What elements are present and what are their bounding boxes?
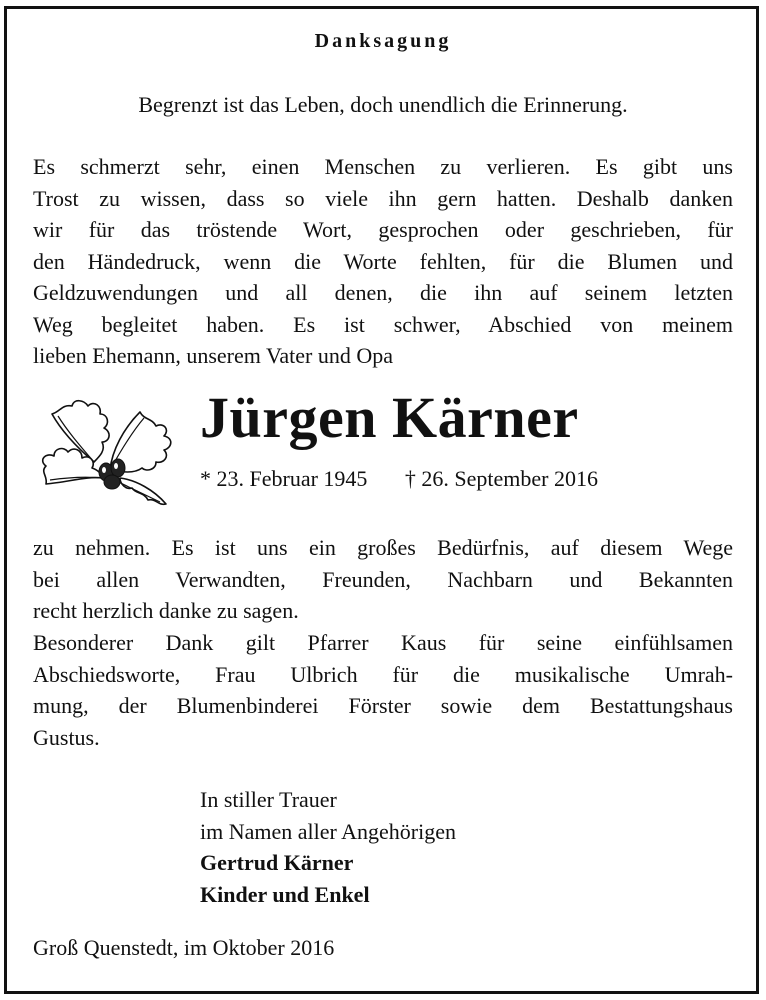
text-line: den Händedruck, wenn die Worte fehlten, für die Blumen und (33, 248, 733, 274)
paragraph-special-thanks (33, 627, 733, 753)
text-line: Gustus. (33, 724, 100, 750)
signature-block (200, 784, 456, 910)
deceased-name: Jürgen Kärner (200, 385, 579, 450)
text-line: zu nehmen. Es ist uns ein großes Bedürfnis, auf diesem Wege (33, 535, 733, 560)
text-line: bei allen Verwandten, Freunden, Nachbarn und Bekannten (33, 566, 733, 592)
place-date: Groß Quenstedt, im Oktober 2016 (33, 935, 335, 960)
death-date: † 26. September 2016 (404, 466, 599, 491)
text-line: Weg begleitet haben. Es ist schwer, Abschied von meinem (33, 311, 733, 337)
text-line: Geldzuwendungen und all denen, die ihn auf seinem letzten (33, 280, 733, 305)
text-line: wir für das tröstende Wort, gesprochen oder geschrieben, für (33, 217, 733, 242)
text-line: Besonderer Dank gilt Pfarrer Kaus für seine einfühlsamen (33, 630, 733, 655)
text-line: recht herzlich danke zu sagen. (33, 598, 299, 623)
paragraph-gratitude (33, 532, 733, 627)
oak-leaves-icon (32, 392, 192, 507)
text-line: mung, der Blumenbinderei Förster sowie dem Bestattungshaus (33, 693, 733, 718)
signature-line: In stiller Trauer (200, 787, 337, 812)
motto: Begrenzt ist das Leben, doch unendlich die Erinnerung. (138, 92, 628, 117)
signature-line: im Namen aller Angehörigen (200, 818, 456, 844)
notice-title: Danksagung (314, 30, 452, 52)
text-line: lieben Ehemann, unserem Vater und Opa (33, 343, 394, 368)
signature-family: Kinder und Enkel (200, 881, 370, 907)
life-dates (200, 466, 598, 492)
signature-name: Gertrud Kärner (200, 850, 354, 875)
paragraph-thanks (33, 151, 733, 372)
text-line: Abschiedsworte, Frau Ulbrich für die musikalische Umrah- (33, 661, 733, 687)
text-line: Trost zu wissen, dass so viele ihn gern hatten. Deshalb danken (33, 185, 733, 211)
birth-date: * 23. Februar 1945 (200, 466, 368, 491)
text-line: Es schmerzt sehr, einen Menschen zu verlieren. Es gibt uns (33, 154, 733, 179)
